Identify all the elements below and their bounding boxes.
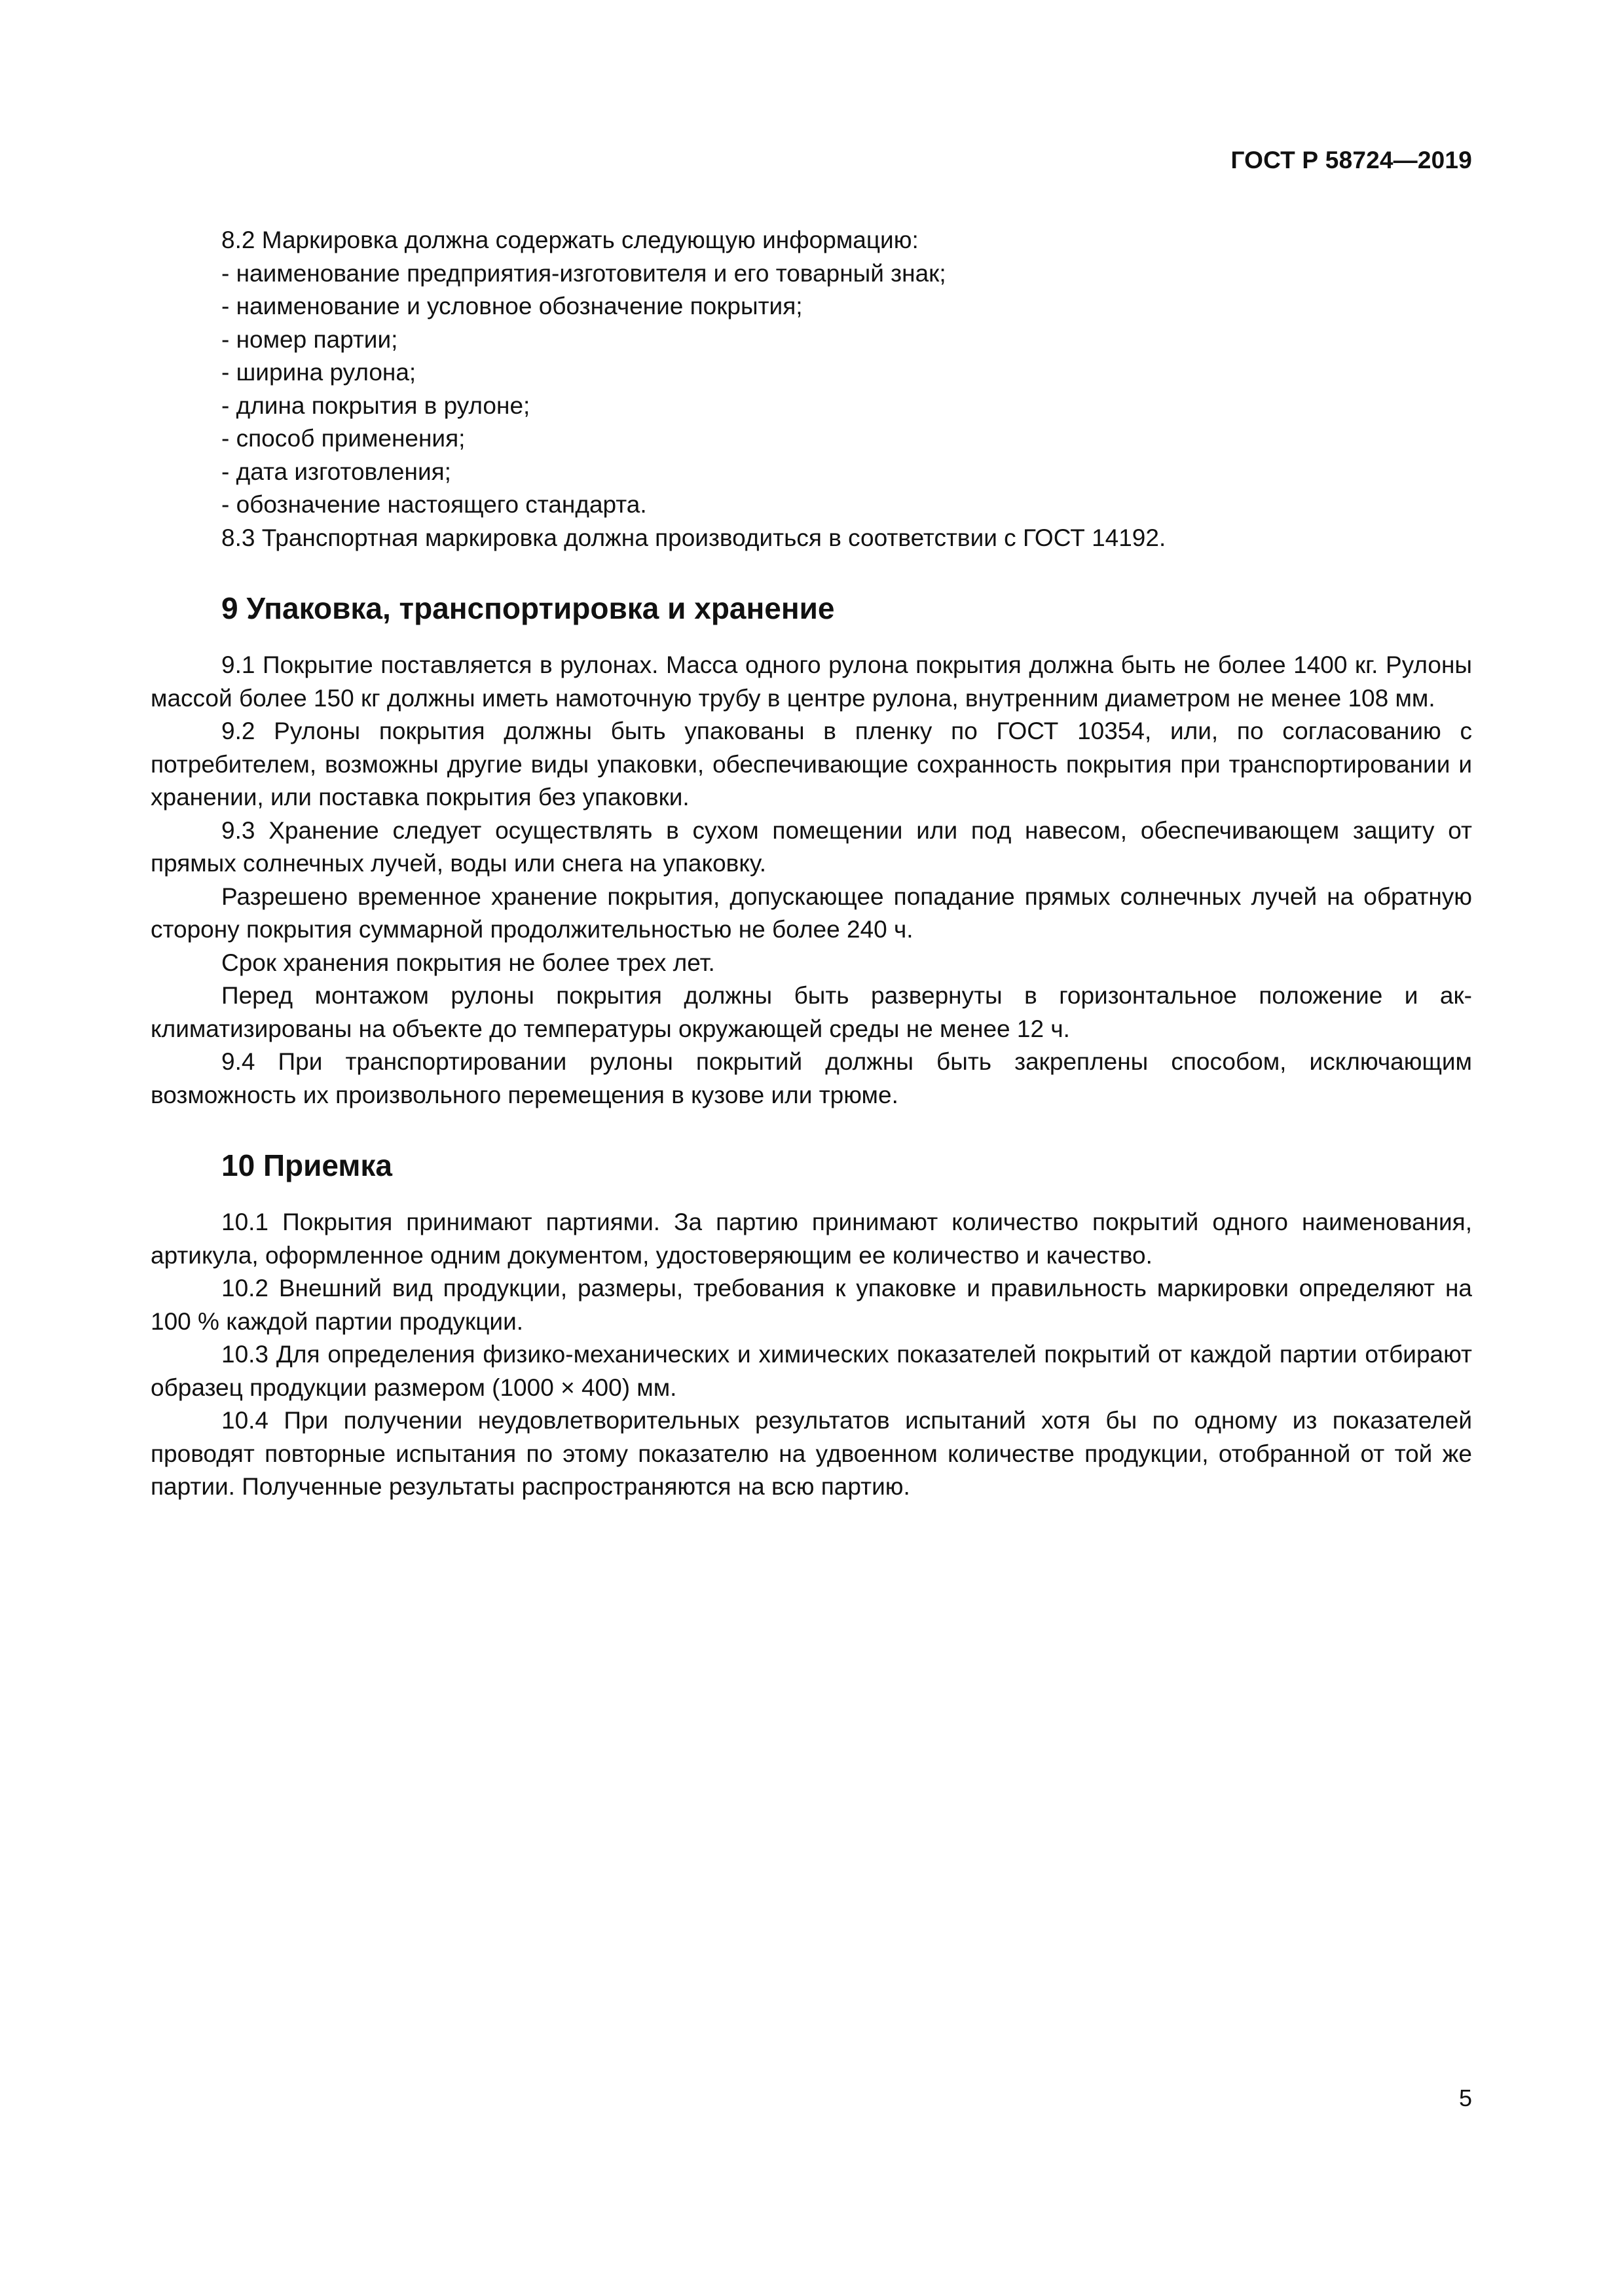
list-item: - обозначение настоящего стандарта. <box>221 491 647 518</box>
list-item: - длина покрытия в рулоне; <box>221 392 530 419</box>
clause-9-3-mounting: Перед монтажом рулоны покрытия должны быть развернуты в горизонтальное положение и акклиматизированы на объекте до температуры окружающей среды не менее 12 ч. <box>151 982 1472 1042</box>
page-number: 5 <box>1458 2085 1472 2111</box>
clause-9-4: 9.4 При транспортировании рулоны покрытий должны быть закреплены способом, исключающим возможность их произвольного перемещения в кузове или трюме. <box>151 1048 1472 1108</box>
page-body <box>151 224 1472 1504</box>
clause-10-1: 10.1 Покрытия принимают партиями. За партию принимают количество покрытий одного наименования, артикула, оформленное одним документом, удостоверяющим ее количество и качество. <box>151 1209 1472 1269</box>
list-item: - способ применения; <box>221 425 466 452</box>
section-9-heading: 9 Упаковка, транспортировка и хранение <box>221 591 835 625</box>
clause-8-2-intro: 8.2 Маркировка должна содержать следующую информацию: <box>221 227 919 253</box>
list-item: - номер партии; <box>221 325 398 353</box>
clause-10-3: 10.3 Для определения физико-механических и химических показателей покрытий от каждой партии отбирают образец продукции размером (1000 × 400) мм. <box>151 1341 1472 1401</box>
clause-10-4: 10.4 При получении неудовлетворительных результатов испытаний хотя бы по одному из показателей проводят повторные испытания по этому показателю на удвоенном количестве продукции, отобранной от той же партии. Полученные результаты распространяются на всю партию. <box>151 1407 1472 1500</box>
clause-9-3-temporary-storage: Разрешено временное хранение покрытия, допускающее попадание прямых солнечных лучей на обратную сторону покрытия суммарной продолжительностью не более 240 ч. <box>151 883 1472 943</box>
list-item: - ширина рулона; <box>221 359 416 386</box>
section-10-heading: 10 Приемка <box>221 1148 392 1182</box>
document-header-standard: ГОСТ Р 58724—2019 <box>1230 147 1472 173</box>
clause-9-3: 9.3 Хранение следует осуществлять в сухом помещении или под навесом, обеспечивающем защиту от прямых солнечных лучей, воды или снега на упаковку. <box>151 816 1472 877</box>
clause-9-3-storage-term: Срок хранения покрытия не более трех лет. <box>221 949 715 976</box>
clause-8-3: 8.3 Транспортная маркировка должна производиться в соответствии с ГОСТ 14192. <box>221 524 1166 551</box>
list-item: - дата изготовления; <box>221 458 451 485</box>
list-item: - наименование предприятия-изготовителя и его товарный знак; <box>221 259 946 287</box>
list-item: - наименование и условное обозначение покрытия; <box>221 293 803 319</box>
clause-9-2: 9.2 Рулоны покрытия должны быть упакованы в пленку по ГОСТ 10354, или, по согласованию с потребителем, возможны другие виды упаковки, обеспечивающие сохранность покрытия при транспортировании и хранении, или поставка покрытия без упаковки. <box>151 718 1472 811</box>
clause-9-1: 9.1 Покрытие поставляется в рулонах. Масса одного рулона покрытия должна быть не более 1400 кг. Рулоны массой более 150 кг должны иметь намоточную трубу в центре рулона, внутренним диаметром не менее 108 мм. <box>151 651 1472 712</box>
clause-10-2: 10.2 Внешний вид продукции, размеры, требования к упаковке и правильность маркировки определяют на 100 % каждой партии продукции. <box>151 1275 1472 1335</box>
